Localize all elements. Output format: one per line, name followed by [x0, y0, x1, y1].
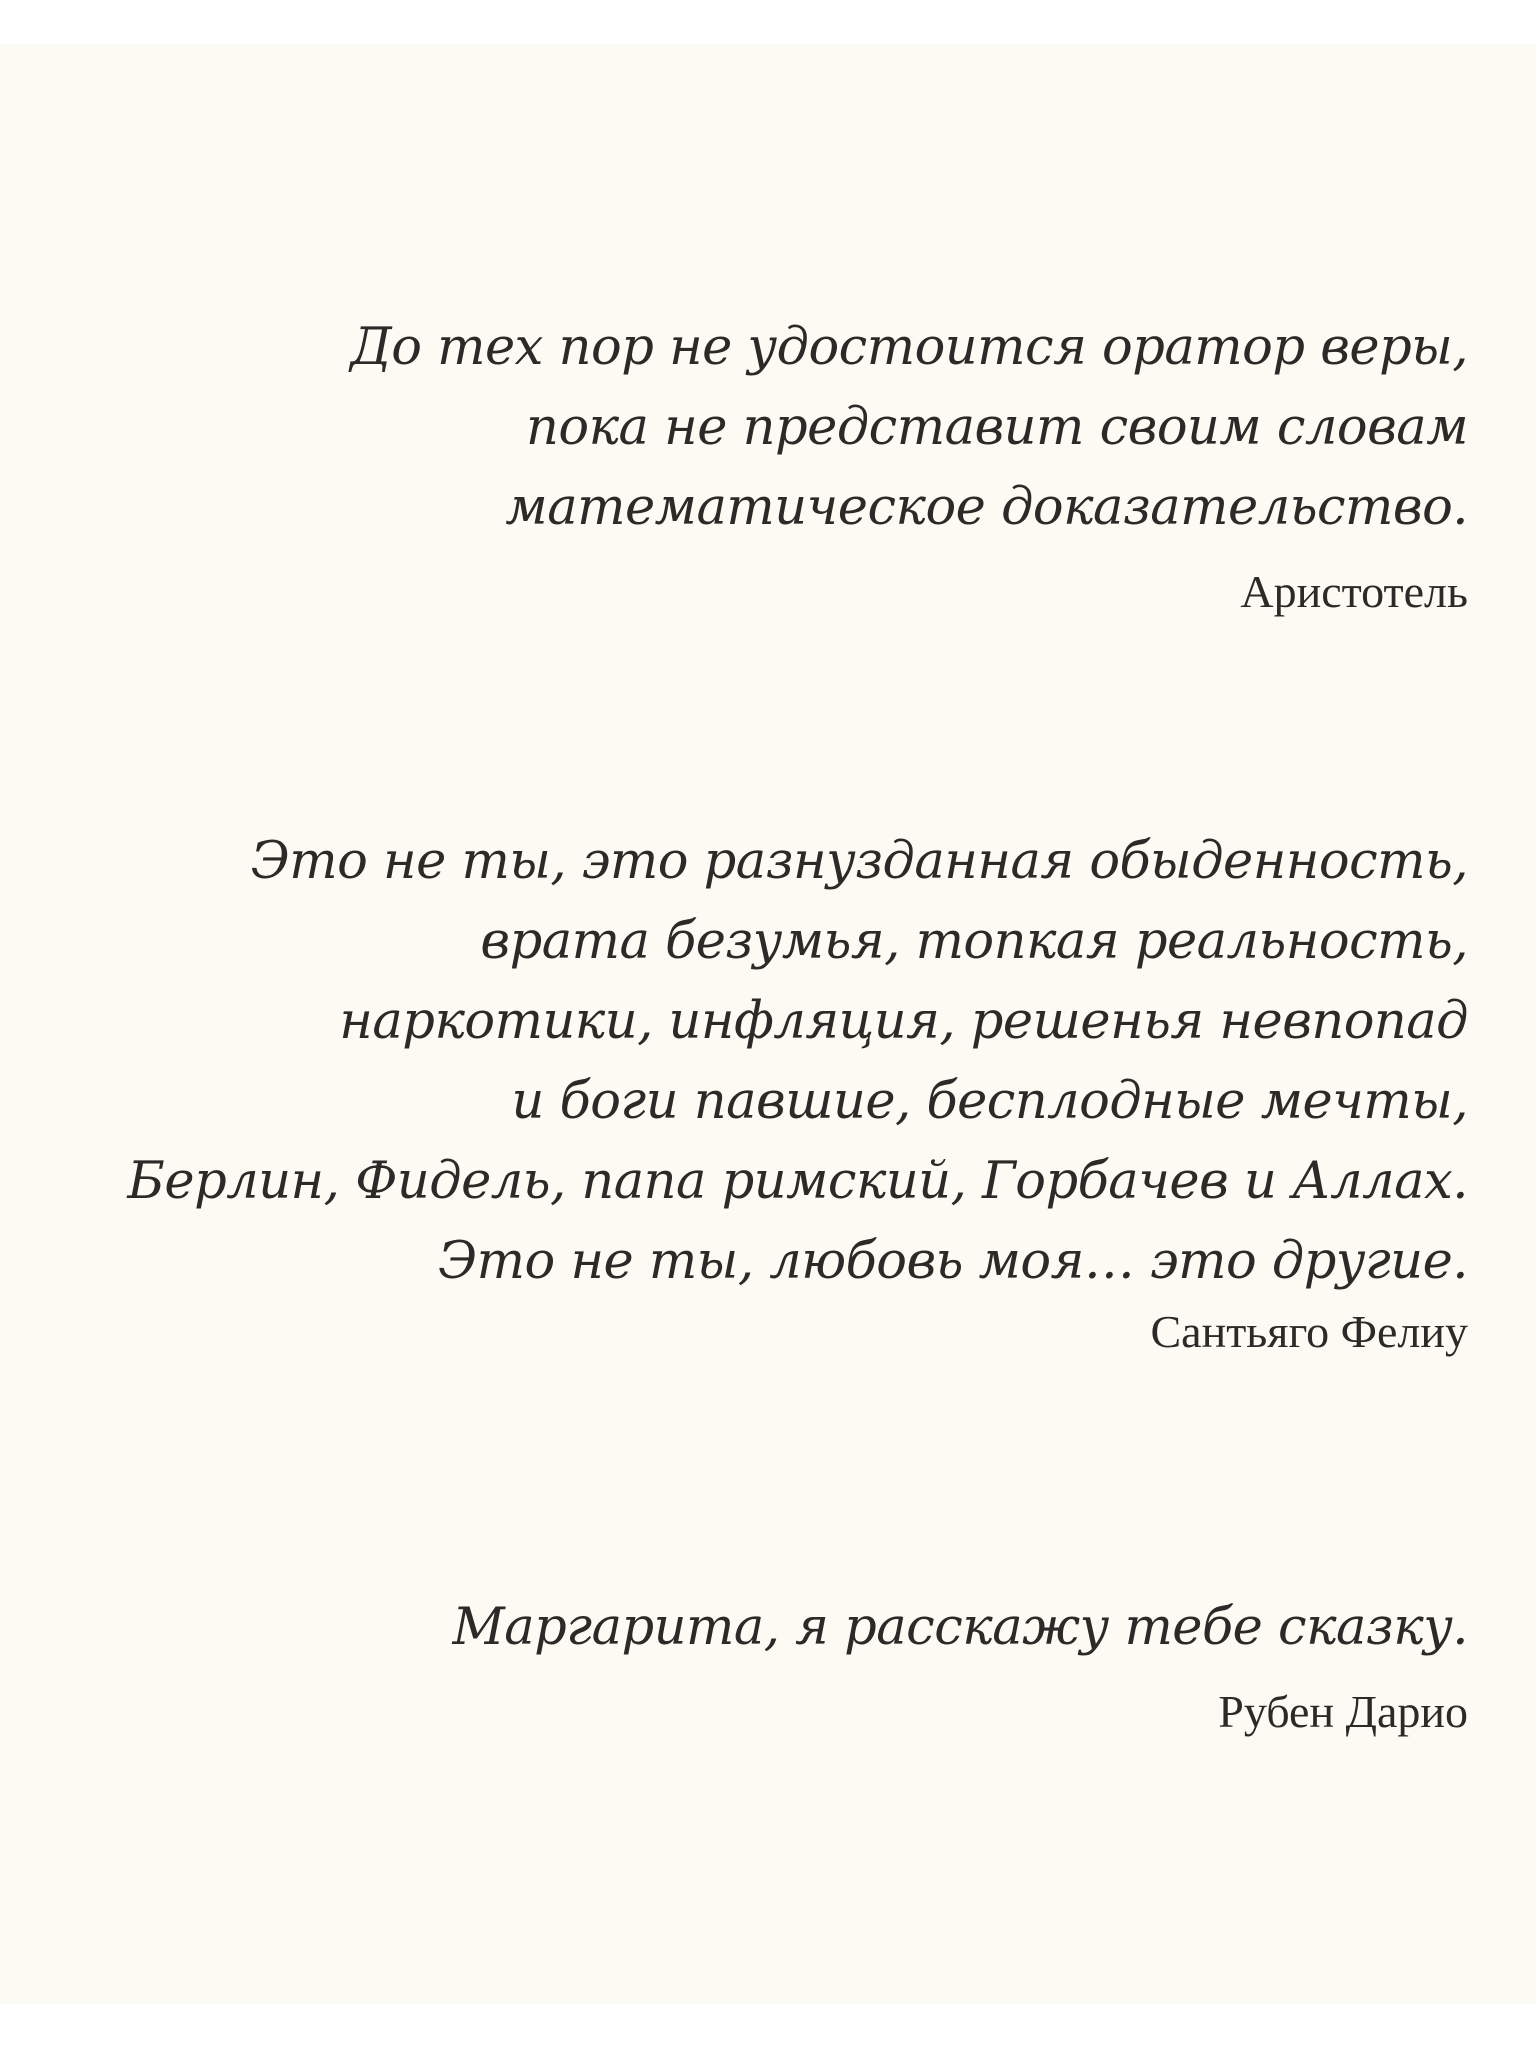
epigraph-line: До тех пор не удостоится оратор веры, [350, 318, 1468, 377]
epigraph-line: врата безумья, топкая реальность, [480, 912, 1468, 971]
epigraph-dario [68, 1588, 1468, 1742]
epigraph-line: Это не ты, это разнузданная обыденность, [250, 832, 1468, 891]
epigraph-author: Рубен Дарио [1218, 1686, 1468, 1737]
epigraph-line: и боги павшие, бесплодные мечты, [511, 1072, 1468, 1131]
epigraph-feliu [68, 822, 1468, 1362]
epigraph-line: математическое доказательство. [505, 478, 1468, 537]
epigraph-line: Берлин, Фидель, папа римский, Горбачев и Аллах. [127, 1152, 1468, 1211]
epigraph-line: Это не ты, любовь моя… это другие. [438, 1232, 1468, 1291]
epigraph-author: Сантьяго Фелиу [1150, 1306, 1468, 1357]
epigraph-line: Маргарита, я расскажу тебе сказку. [452, 1598, 1468, 1657]
epigraph-line: наркотики, инфляция, решенья невпопад [339, 992, 1468, 1051]
epigraph-author: Аристотель [1240, 566, 1468, 617]
epigraph-line: пока не представит своим словам [526, 398, 1468, 457]
book-page [0, 44, 1536, 2004]
epigraph-aristotle [68, 308, 1468, 622]
